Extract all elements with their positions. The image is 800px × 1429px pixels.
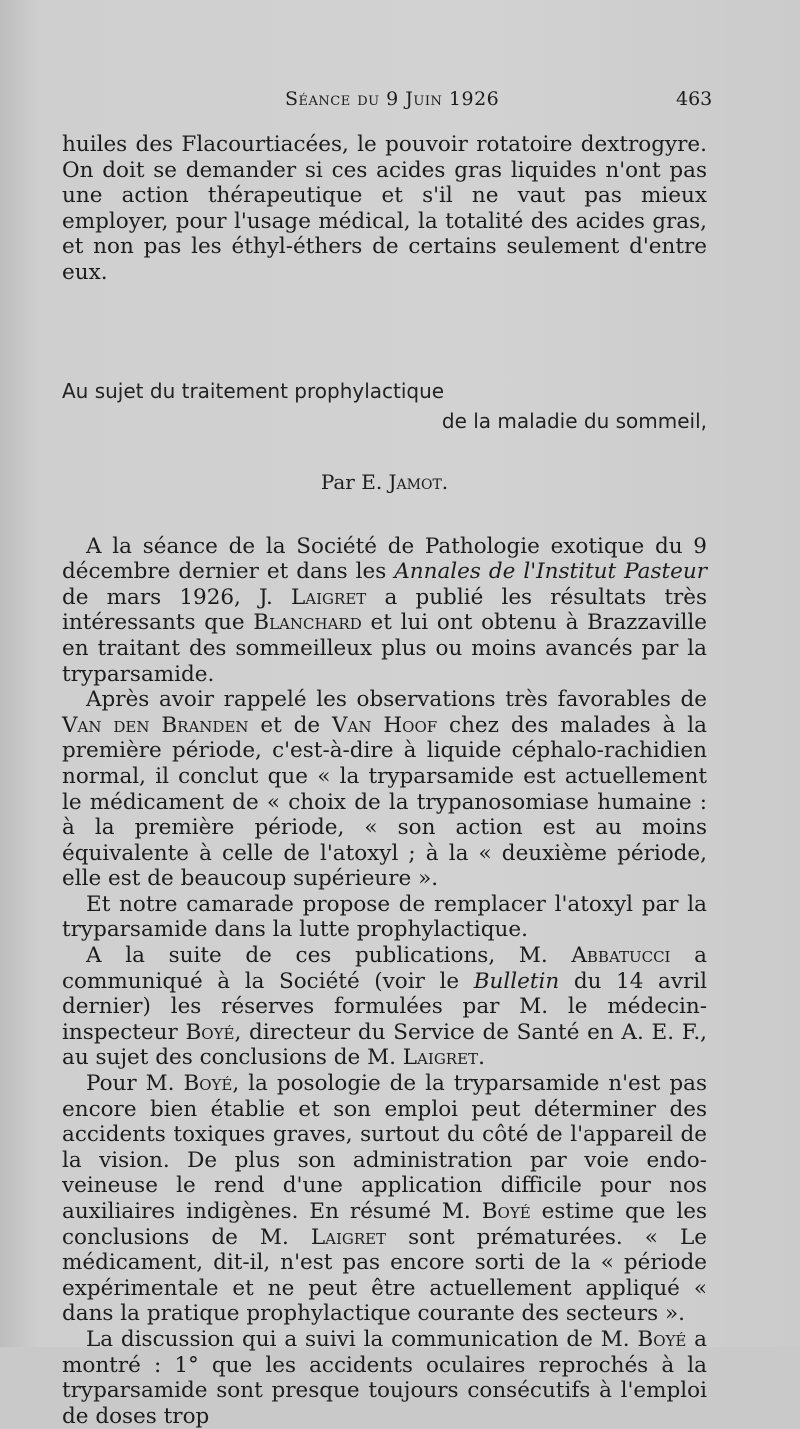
text-run: estime que les conclusions de M. [62,1199,707,1250]
paragraph-4 [62,943,707,1071]
paragraph-2 [62,687,707,892]
text-run: et de [248,712,333,738]
author-name: Boyé [481,1199,531,1224]
text-run: . [478,1045,485,1071]
author-name: Laigret [310,1224,387,1250]
text-run: A la suite de ces publications, M. [86,943,572,969]
article-title-line-2: de la maladie du sommeil, [441,408,707,433]
byline-author: Jamot. [388,469,449,494]
text-run: Après avoir rappelé les observations très favorables de [86,687,707,713]
text-run: chez des malades à la première période, c'est-à-dire à liquide céphalo-rachidien normal, il conclut que « la tryparsamide est actuellement le médicament de « choix de la trypanosomiase humaine : à la première période, « son action est au moins équivalente à celle de l'atoxyl ; à la « deuxième période, elle est de beaucoup supérieure ». [62,712,707,892]
author-name: Van Hoof [332,712,438,738]
journal-title: Bulletin [473,968,560,994]
author-name: Boyé [185,1019,235,1045]
byline-prefix: Par E. [320,469,383,494]
author-name: Blanchard [253,610,362,636]
author-name: Abbatucci [571,943,671,969]
text-run: sont prématurées. « Le médicament, dit-il, n'est pas encore sorti de la « période expérimentale et ne peut être actuellement appliqué « dans la pratique prophylactique courante des secteurs ». [62,1224,707,1327]
text-run: du 14 avril dernier) les réserves formulées par M. le médecin-inspecteur [62,968,707,1045]
text-run: A la séance de la Société de Pathologie exotique du 9 décembre dernier et dans les [62,533,707,585]
page-number: 463 [676,88,713,110]
running-head: Séance du 9 Juin 1926 [285,88,500,110]
paragraph-1 [62,534,707,688]
paragraph-5 [62,1071,707,1327]
page-body [62,132,707,1429]
paragraph-3: Et notre camarade propose de remplacer l'atoxyl par la tryparsamide dans la lutte prophylactique. [62,891,707,943]
author-name: Boyé [637,1326,687,1352]
text-run: , la posologie de la tryparsamide n'est pas encore bien établie et son emploi peut déterminer des accidents toxiques graves, surtout du côté de l'appareil de la vision. De plus son administration par voie endo-veineuse le rend d'une application difficile pour nos auxiliaires indigènes. En résumé M. [62,1071,707,1224]
text-run: de mars 1926, J. [62,584,292,610]
text-run: , directeur du Service de Santé en A. E. F., au sujet des conclusions de M. [62,1019,707,1071]
text-run: et lui ont obtenu à Brazzaville en traitant des sommeilleux plus ou moins avancés par la tryparsamide. [62,610,707,687]
author-name: Boyé [183,1071,233,1097]
text-run: Pour M. [86,1071,184,1097]
page-header [0,88,800,118]
article-title [62,376,707,436]
byline [62,470,707,494]
text-run: a publié les résultats très intéressants que [62,584,707,636]
journal-title: Annales de l'Institut Pasteur [394,559,707,585]
author-name: Laigret [291,584,367,610]
text-run: a communiqué à la Société (voir le [62,943,707,994]
author-name: Laigret [402,1045,479,1071]
text-run: a montré : 1° que les accidents oculaires reprochés à la tryparsamide sont presque toujours consécutifs à l'emploi de doses trop [62,1326,707,1429]
article-title-line-1: Au sujet du traitement prophylactique [62,378,445,403]
text-run: La discussion qui a suivi la communication de M. [86,1326,638,1352]
paragraph-6 [62,1327,707,1429]
intro-paragraph: huiles des Flacourtiacées, le pouvoir rotatoire dextrogyre. On doit se demander si ces acides gras liquides n'ont pas une action thérapeutique et s'il ne vaut pas mieux employer, pour l'usage médical, la totalité des acides gras, et non pas les éthyl-éthers de certains seulement d'entre eux. [62,132,707,285]
author-name: Van den Branden [62,712,249,738]
